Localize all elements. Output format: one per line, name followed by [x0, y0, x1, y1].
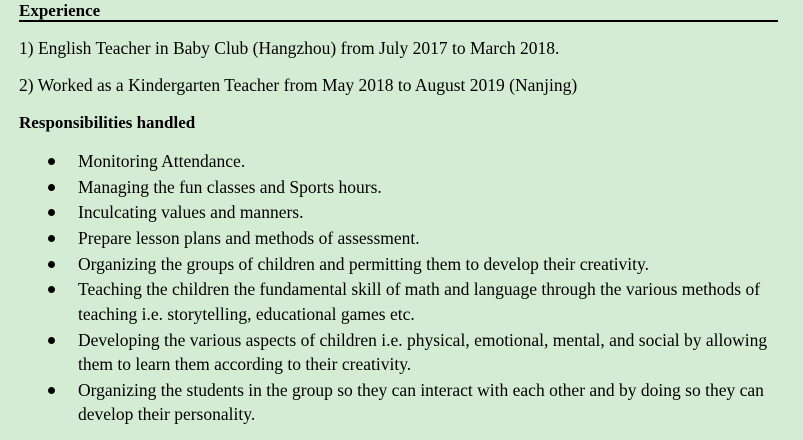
bullet-icon — [48, 337, 55, 344]
bullet-icon — [48, 235, 55, 242]
list-item — [0, 226, 803, 251]
bullet-icon — [48, 184, 55, 191]
list-item — [0, 149, 803, 174]
list-item-text: Monitoring Attendance. — [78, 151, 246, 171]
job-entry-2: 2) Worked as a Kindergarten Teacher from May 2018 to August 2019 (Nanjing) — [19, 75, 578, 95]
list-item — [0, 277, 803, 326]
list-item — [0, 200, 803, 225]
list-item — [0, 252, 803, 277]
responsibilities-list — [0, 149, 803, 428]
list-item-text: Developing the various aspects of children i.e. physical, emotional, mental, and social by allowing them to learn them according to their creativity. — [78, 329, 768, 375]
list-item-text: Prepare lesson plans and methods of assessment. — [78, 228, 420, 249]
list-item-text: Inculcating values and manners. — [78, 202, 304, 223]
list-item-text: Organizing the groups of children and permitting them to develop their creativity. — [78, 253, 650, 274]
bullet-icon — [48, 158, 55, 165]
list-item — [0, 378, 803, 427]
list-item — [0, 175, 803, 200]
list-item-text: Managing the fun classes and Sports hours. — [78, 176, 382, 197]
bullet-icon — [48, 209, 55, 216]
bullet-icon — [48, 387, 55, 394]
list-item — [0, 328, 803, 377]
job-entry-1: 1) English Teacher in Baby Club (Hangzhou) from July 2017 to March 2018. — [19, 38, 560, 58]
section-heading: Experience — [19, 1, 778, 22]
list-item-text: Teaching the children the fundamental skill of math and language through the various methods of teaching i.e. storytelling, educational games etc. — [78, 279, 761, 324]
bullet-icon — [48, 261, 55, 268]
responsibilities-heading: Responsibilities handled — [19, 113, 196, 132]
list-item-text: Organizing the students in the group so they can interact with each other and by doing so they can develop their personality. — [78, 379, 764, 425]
bullet-icon — [48, 286, 55, 293]
